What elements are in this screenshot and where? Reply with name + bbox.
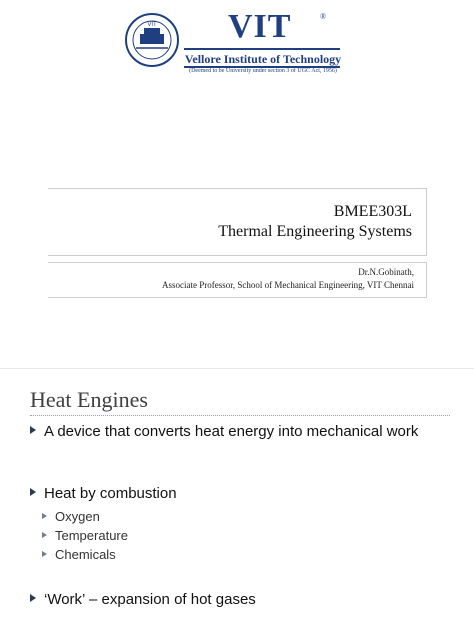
bullet-text: A device that converts heat energy into mechanical work <box>44 423 419 440</box>
university-seal-icon <box>124 12 180 68</box>
title-box <box>48 188 427 256</box>
course-code: BMEE303L <box>333 203 412 220</box>
content-slide <box>0 368 474 633</box>
bullet-arrow-icon <box>30 426 36 434</box>
slide-title: Heat Engines <box>30 387 148 412</box>
bullet-item <box>30 485 177 502</box>
author-role: Associate Professor, School of Mechanical Engineering, VIT Chennai <box>162 280 414 290</box>
title-divider <box>30 415 450 416</box>
author-name: Dr.N.Gobinath, <box>358 267 414 277</box>
bullet-item <box>30 591 256 608</box>
institute-name: Vellore Institute of Technology <box>184 52 342 66</box>
logo-divider-top <box>184 48 340 50</box>
vit-wordmark: VIT <box>228 8 292 45</box>
sub-bullet-item <box>42 547 116 562</box>
seal-text: VIT <box>147 22 157 28</box>
sub-bullet-arrow-icon <box>42 532 47 538</box>
vit-logo <box>124 10 344 76</box>
bullet-arrow-icon <box>30 488 36 496</box>
course-name: Thermal Engineering Systems <box>218 223 412 240</box>
sub-bullet-text: Oxygen <box>55 509 100 524</box>
sub-bullet-item <box>42 509 100 524</box>
sub-bullet-text: Chemicals <box>55 547 116 562</box>
bullet-text: Heat by combustion <box>44 485 177 502</box>
bullet-arrow-icon <box>30 594 36 602</box>
bullet-item <box>30 423 418 440</box>
sub-bullet-arrow-icon <box>42 551 47 557</box>
bullet-text: ‘Work’ – expansion of hot gases <box>44 591 256 608</box>
author-box <box>48 262 427 298</box>
sub-bullet-text: Temperature <box>55 528 128 543</box>
institute-subtitle: (Deemed to be University under section 3 of UGC Act, 1956) <box>189 68 337 74</box>
sub-bullet-item <box>42 528 128 543</box>
registered-mark: ® <box>320 12 327 21</box>
sub-bullet-arrow-icon <box>42 513 47 519</box>
